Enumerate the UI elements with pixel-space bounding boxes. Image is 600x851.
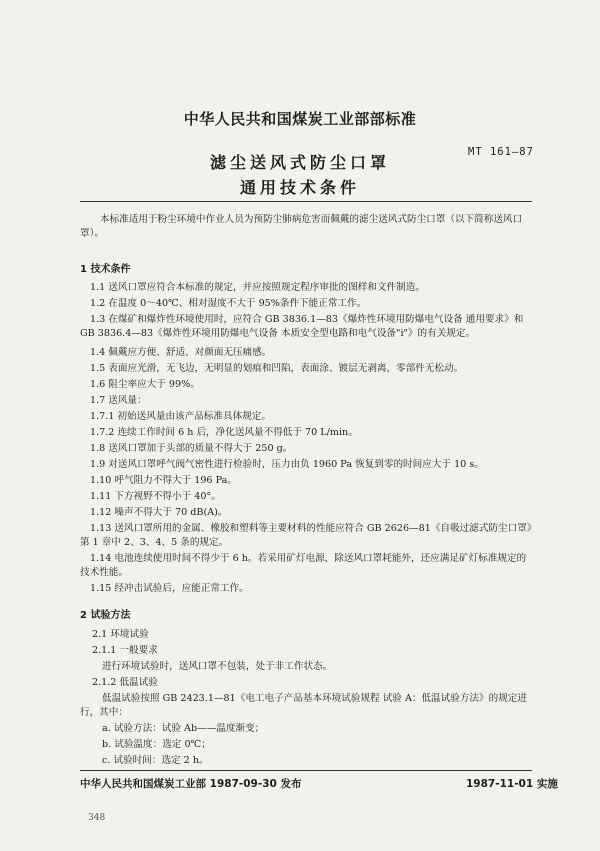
section-2-heading: 2 试验方法: [80, 610, 131, 621]
clause-1-2: 1.2 在温度 0～40℃、相对湿度不大于 95%条件下能正常工作。: [90, 298, 367, 309]
clause-1-15: 1.15 经冲击试验后，应能正常工作。: [90, 583, 249, 594]
issuing-authority: 中华人民共和国煤炭工业部部标准: [183, 110, 417, 128]
clause-2-1-2-text: 低温试验按照 GB 2423.1—81《电工电子产品基本环境试验规程 试验 A：低温试验方法》的规定进行，其中：: [80, 693, 527, 718]
clause-2-1-2: 2.1.2 低温试验: [92, 677, 158, 688]
clause-1-10: 1.10 呼气阻力不得大于 196 Pa。: [90, 475, 237, 486]
title-line-2: 通用技术条件: [239, 178, 360, 197]
clause-1-7-1: 1.7.1 初始送风量由该产品标准具体规定。: [90, 411, 271, 422]
clause-1-7: 1.7 送风量：: [90, 395, 147, 406]
clause-2-1-1: 2.1.1 一般要求: [92, 645, 158, 656]
standard-number: MT 161—87: [468, 146, 534, 158]
footer-divider: [80, 770, 532, 771]
effective-date: 1987-11-01 实施: [466, 778, 558, 790]
clause-2-1-1-text: 进行环境试验时，送风口罩不包装，处于非工作状态。: [102, 661, 333, 672]
clause-1-11: 1.11 下方视野不得小于 40°。: [90, 491, 221, 502]
list-item-c: c. 试验时间：选定 2 h。: [102, 755, 209, 766]
clause-1-5: 1.5 表面应光滑，无飞边，无明显的划痕和凹陷，表面涂、镀层无剥离，零部件无松动。: [90, 363, 464, 374]
page-number: 348: [88, 813, 106, 823]
clause-1-6: 1.6 阻尘率应大于 99%。: [90, 379, 200, 390]
header-divider: [80, 201, 532, 202]
clause-1-1: 1.1 送风口罩应符合本标准的规定，并应按照规定程序审批的图样和文件制造。: [90, 282, 425, 293]
issue-date: 中华人民共和国煤炭工业部 1987-09-30 发布: [80, 778, 302, 790]
clause-1-3: 1.3 在煤矿和爆炸性环境使用时，应符合 GB 3836.1—83《爆炸性环境用防爆电气设备 通用要求》和 GB 3836.4—83《爆炸性环境用防爆电气设备 本质安全型电路和电气设备"i"》的有关规定。: [80, 314, 524, 339]
clause-2-1: 2.1 环境试验: [92, 629, 149, 640]
clause-1-14: 1.14 电池连续使用时间不得少于 6 h。若采用矿灯电源，除送风口罩耗能外，还应满足矿灯标准规定的技术性能。: [80, 553, 527, 578]
title-line-1: 滤尘送风式防尘口罩: [209, 153, 390, 172]
clause-1-12: 1.12 噪声不得大于 70 dB(A)。: [90, 507, 228, 518]
clause-1-9: 1.9 对送风口罩呼气阀气密性进行检验时，压力由负 1960 Pa 恢复到零的时间应大于 10 s。: [90, 459, 484, 470]
section-1-heading: 1 技术条件: [80, 264, 131, 275]
clause-1-4: 1.4 佩戴应方便、舒适、对颜面无压痛感。: [90, 347, 272, 358]
clause-1-13: 1.13 送风口罩所用的金属、橡胶和塑料等主要材料的性能应符合 GB 2626—81《自吸过滤式防尘口罩》第 1 章中 2、3、4、5 条的规定。: [80, 523, 532, 548]
clause-1-7-2: 1.7.2 连续工作时间 6 h 后，净化送风量不得低于 70 L/min。: [90, 427, 358, 438]
clause-1-8: 1.8 送风口罩加于头部的质量不得大于 250 g。: [90, 443, 293, 454]
list-item-b: b. 试验温度：选定 0℃；: [102, 739, 211, 750]
list-item-a: a. 试验方法：试验 Ab——温度渐变；: [102, 723, 265, 734]
intro-paragraph: 本标准适用于粉尘环境中作业人员为预防尘肺病危害而佩戴的滤尘送风式防尘口罩（以下简称送风口罩）。: [80, 214, 523, 239]
